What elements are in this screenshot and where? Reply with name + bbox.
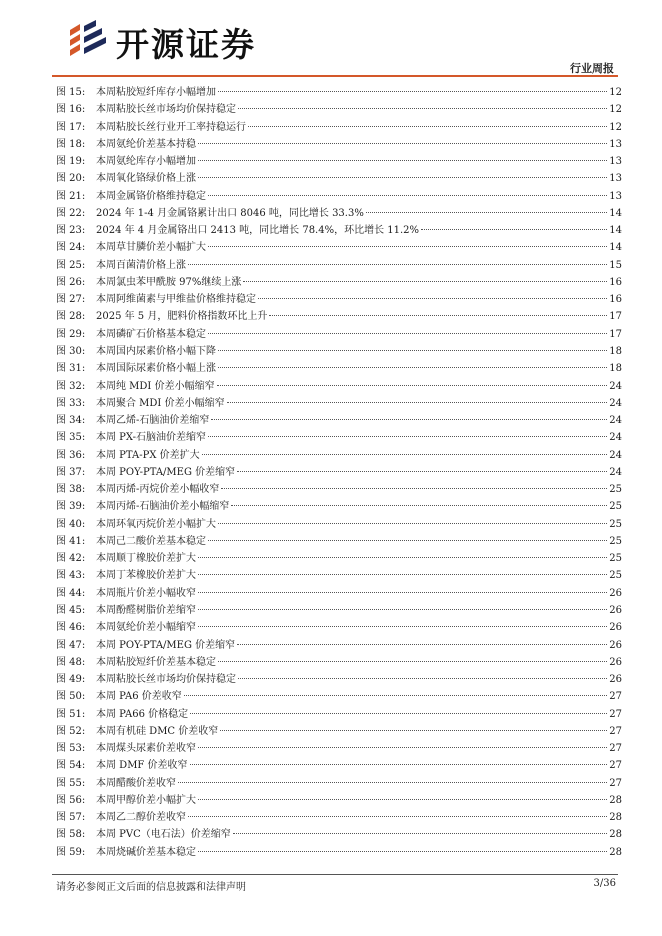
toc-dot-leader (237, 471, 607, 472)
toc-entry-page[interactable]: 13 (609, 173, 622, 185)
toc-entry-page[interactable]: 27 (609, 760, 622, 772)
toc-entry-page[interactable]: 14 (609, 242, 622, 254)
toc-entry-title[interactable]: 本周粘胶长丝市场均价保持稳定 (96, 674, 236, 686)
toc-entry-title[interactable]: 本周 PA66 价格稳定 (96, 708, 189, 720)
toc-entry-label: 图 43: (56, 570, 86, 582)
toc-entry-label: 图 30: (56, 345, 86, 357)
toc-entry-page[interactable]: 26 (609, 674, 622, 686)
toc-entry-page[interactable]: 26 (609, 604, 622, 616)
toc-entry-title[interactable]: 本周磷矿石价格基本稳定 (96, 328, 206, 340)
toc-entry-label: 图 23: (56, 225, 86, 237)
toc-entry-label: 图 56: (56, 794, 86, 806)
toc-entry-title[interactable]: 本周甲醇价差小幅扩大 (96, 794, 196, 806)
toc-entry-page[interactable]: 17 (609, 328, 622, 340)
toc-dot-leader (248, 126, 607, 127)
toc-entry-title[interactable]: 本周 POY-PTA/MEG 价差缩窄 (96, 639, 236, 651)
toc-entry-title[interactable]: 2024 年 4 月金属铬出口 2413 吨，同比增长 78.4%，环比增长 11.2% (96, 225, 420, 237)
toc-entry-label: 图 17: (56, 121, 86, 133)
page-header (0, 0, 662, 78)
toc-entry-label: 图 41: (56, 535, 86, 547)
toc-entry-page[interactable]: 27 (609, 743, 622, 755)
toc-entry-label: 图 40: (56, 518, 86, 530)
toc-entry-page[interactable]: 25 (609, 553, 622, 565)
toc-dot-leader (243, 281, 607, 282)
toc-dot-leader (231, 505, 607, 506)
toc-entry[interactable] (56, 533, 622, 550)
toc-dot-leader (221, 488, 607, 489)
toc-entry[interactable] (56, 378, 622, 395)
page-number: 3/36 (593, 878, 616, 889)
toc-entry-title[interactable]: 本周草甘膦价差小幅扩大 (96, 242, 206, 254)
toc-dot-leader (421, 229, 607, 230)
toc-entry[interactable] (56, 481, 622, 498)
toc-entry-title[interactable]: 本周 PTA-PX 价差扩大 (96, 449, 200, 461)
toc-entry-label: 图 33: (56, 397, 86, 409)
toc-entry-label: 图 19: (56, 156, 86, 168)
toc-entry-title[interactable]: 本周丙烯-丙烷价差小幅收窄 (96, 484, 220, 496)
toc-entry-title[interactable]: 本周 PA6 价差收窄 (96, 691, 182, 703)
toc-entry-title[interactable]: 本周瓶片价差小幅收窄 (96, 587, 196, 599)
toc-entry[interactable] (56, 274, 622, 291)
toc-entry-label: 图 59: (56, 846, 86, 858)
toc-entry[interactable] (56, 602, 622, 619)
toc-dot-leader (198, 557, 607, 558)
toc-entry[interactable] (56, 84, 622, 101)
toc-entry[interactable] (56, 153, 622, 170)
toc-dot-leader (190, 764, 608, 765)
toc-dot-leader (218, 367, 607, 368)
toc-entry-title[interactable]: 本周阿维菌素与甲维盐价格维持稳定 (96, 294, 256, 306)
toc-entry-label: 图 42: (56, 553, 86, 565)
toc-dot-leader (178, 782, 607, 783)
footer-disclaimer: 请务必参阅正文后面的信息披露和法律声明 (56, 882, 246, 893)
toc-entry-label: 图 20: (56, 173, 86, 185)
toc-entry-label: 图 27: (56, 294, 86, 306)
toc-entry-page[interactable]: 13 (609, 190, 622, 202)
toc-entry-title[interactable]: 本周 PVC（电石法）价差缩窄 (96, 829, 231, 841)
toc-entry-title[interactable]: 本周氨纶库存小幅增加 (96, 156, 196, 168)
toc-entry[interactable] (56, 567, 622, 584)
toc-entry-page[interactable]: 24 (609, 449, 622, 461)
toc-entry[interactable] (56, 257, 622, 274)
toc-entry-title[interactable]: 2024 年 1-4 月金属铬累计出口 8046 吨，同比增长 33.3% (96, 207, 364, 219)
toc-entry-page[interactable]: 16 (609, 276, 622, 288)
toc-dot-leader (198, 626, 607, 627)
toc-entry-title[interactable]: 本周粘胶短纤价差基本稳定 (96, 656, 216, 668)
toc-entry-title[interactable]: 本周乙烯-石脑油价差缩窄 (96, 415, 210, 427)
toc-entry[interactable] (56, 757, 622, 774)
toc-dot-leader (238, 108, 607, 109)
toc-entry-label: 图 29: (56, 328, 86, 340)
toc-entry-label: 图 50: (56, 691, 86, 703)
toc-entry[interactable] (56, 826, 622, 843)
toc-dot-leader (198, 799, 607, 800)
toc-entry-label: 图 52: (56, 725, 86, 737)
toc-entry-title[interactable]: 本周丙烯-石脑油价差小幅缩窄 (96, 501, 230, 513)
toc-entry-label: 图 22: (56, 207, 86, 219)
toc-entry-title[interactable]: 本周氧化铬绿价格上涨 (96, 173, 196, 185)
toc-entry-title[interactable]: 本周酚醛树脂价差缩窄 (96, 604, 196, 616)
toc-entry-page[interactable]: 15 (609, 259, 622, 271)
toc-entry[interactable] (56, 360, 622, 377)
toc-dot-leader (198, 143, 607, 144)
toc-entry-page[interactable]: 27 (609, 725, 622, 737)
toc-entry[interactable] (56, 101, 622, 118)
toc-dot-leader (198, 609, 607, 610)
toc-dot-leader (227, 402, 608, 403)
brand-name: 开源证券 (116, 25, 256, 64)
toc-entry-page[interactable]: 28 (609, 812, 622, 824)
toc-entry-label: 图 45: (56, 604, 86, 616)
toc-entry-label: 图 36: (56, 449, 86, 461)
toc-entry-label: 图 39: (56, 501, 86, 513)
logo-mark-icon (66, 18, 110, 60)
toc-entry-page[interactable]: 26 (609, 656, 622, 668)
toc-entry-label: 图 54: (56, 760, 86, 772)
toc-entry[interactable] (56, 205, 622, 222)
toc-entry-page[interactable]: 28 (609, 846, 622, 858)
toc-entry[interactable] (56, 637, 622, 654)
toc-entry[interactable] (56, 619, 622, 636)
toc-entry[interactable] (56, 395, 622, 412)
toc-dot-leader (208, 436, 607, 437)
toc-entry-title[interactable]: 本周粘胶长丝行业开工率持稳运行 (96, 121, 246, 133)
toc-dot-leader (233, 833, 607, 834)
toc-entry-page[interactable]: 27 (609, 691, 622, 703)
toc-entry-page[interactable]: 18 (609, 363, 622, 375)
toc-entry-title[interactable]: 本周 POY-PTA/MEG 价差缩窄 (96, 466, 236, 478)
toc-entry-title[interactable]: 本周 DMF 价差收窄 (96, 760, 188, 772)
toc-entry-title[interactable]: 本周醋酸价差收窄 (96, 777, 176, 789)
toc-entry[interactable] (56, 498, 622, 515)
toc-entry-label: 图 25: (56, 259, 86, 271)
toc-entry-label: 图 44: (56, 587, 86, 599)
toc-dot-leader (269, 315, 607, 316)
toc-entry-page[interactable]: 13 (609, 138, 622, 150)
toc-entry[interactable] (56, 119, 622, 136)
toc-dot-leader (238, 678, 607, 679)
toc-entry-page[interactable]: 14 (609, 225, 622, 237)
toc-dot-leader (237, 644, 607, 645)
toc-entry-label: 图 21: (56, 190, 86, 202)
footer-divider (52, 874, 618, 875)
toc-entry-page[interactable]: 12 (609, 104, 622, 116)
toc-dot-leader (190, 713, 607, 714)
toc-entry-label: 图 57: (56, 812, 86, 824)
toc-entry-label: 图 31: (56, 363, 86, 375)
toc-entry[interactable] (56, 550, 622, 567)
toc-entry-title[interactable]: 本周粘胶长丝市场均价保持稳定 (96, 104, 236, 116)
toc-entry-label: 图 35: (56, 432, 86, 444)
toc-dot-leader (208, 246, 607, 247)
toc-entry-page[interactable]: 26 (609, 639, 622, 651)
header-divider (52, 75, 618, 77)
toc-dot-leader (198, 851, 607, 852)
report-type-label: 行业周报 (570, 62, 614, 75)
toc-dot-leader (208, 540, 607, 541)
toc-entry-label: 图 26: (56, 276, 86, 288)
toc-entry[interactable] (56, 809, 622, 826)
toc-dot-leader (258, 298, 607, 299)
toc-entry[interactable] (56, 464, 622, 481)
toc-entry-title[interactable]: 本周乙二醇价差收窄 (96, 812, 186, 824)
toc-dot-leader (198, 592, 607, 593)
toc-entry-label: 图 51: (56, 708, 86, 720)
toc-dot-leader (198, 574, 607, 575)
toc-dot-leader (218, 523, 607, 524)
toc-entry[interactable] (56, 516, 622, 533)
toc-entry-label: 图 38: (56, 484, 86, 496)
toc-entry-title[interactable]: 本周氯虫苯甲酰胺 97%继续上涨 (96, 276, 242, 288)
toc-entry[interactable] (56, 844, 622, 861)
toc-entry-label: 图 48: (56, 656, 86, 668)
toc-entry[interactable] (56, 170, 622, 187)
toc-dot-leader (208, 195, 607, 196)
toc-entry-page[interactable]: 24 (609, 397, 622, 409)
toc-entry[interactable] (56, 671, 622, 688)
toc-entry-page[interactable]: 24 (609, 415, 622, 427)
toc-entry[interactable] (56, 723, 622, 740)
toc-entry-page[interactable]: 26 (609, 622, 622, 634)
toc-entry[interactable] (56, 188, 622, 205)
toc-dot-leader (198, 177, 607, 178)
toc-entry-page[interactable]: 28 (609, 794, 622, 806)
toc-entry[interactable] (56, 447, 622, 464)
toc-entry[interactable] (56, 308, 622, 325)
toc-entry-label: 图 46: (56, 622, 86, 634)
toc-entry-label: 图 37: (56, 466, 86, 478)
toc-entry-page[interactable]: 24 (609, 380, 622, 392)
toc-dot-leader (198, 747, 607, 748)
toc-entry-label: 图 47: (56, 639, 86, 651)
toc-entry-page[interactable]: 13 (609, 156, 622, 168)
toc-dot-leader (211, 419, 607, 420)
toc-entry[interactable] (56, 429, 622, 446)
toc-entry-page[interactable]: 17 (609, 311, 622, 323)
toc-entry-page[interactable]: 24 (609, 432, 622, 444)
toc-entry[interactable] (56, 239, 622, 256)
toc-dot-leader (217, 385, 608, 386)
toc-entry-title[interactable]: 本周粘胶短纤库存小幅增加 (96, 87, 216, 98)
toc-entry-label: 图 58: (56, 829, 86, 841)
toc-entry-title[interactable]: 本周聚合 MDI 价差小幅缩窄 (96, 397, 225, 409)
toc-entry[interactable] (56, 775, 622, 792)
toc-dot-leader (188, 264, 607, 265)
toc-entry-label: 图 34: (56, 415, 86, 427)
toc-entry-page[interactable]: 26 (609, 587, 622, 599)
toc-entry-title[interactable]: 本周丁苯橡胶价差扩大 (96, 570, 196, 582)
toc-entry-label: 图 53: (56, 743, 86, 755)
toc-entry-page[interactable]: 25 (609, 484, 622, 496)
toc-entry-title[interactable]: 2025 年 5 月，肥料价格指数环比上升 (96, 311, 268, 323)
toc-dot-leader (366, 212, 607, 213)
company-logo (66, 18, 266, 62)
toc-entry[interactable] (56, 654, 622, 671)
toc-entry-title[interactable]: 本周煤头尿素价差收窄 (96, 743, 196, 755)
toc-entry-title[interactable]: 本周 PX-石脑油价差缩窄 (96, 432, 207, 444)
toc-entry-title[interactable]: 本周国际尿素价格小幅上涨 (96, 363, 216, 375)
toc-entry[interactable] (56, 412, 622, 429)
toc-entry-label: 图 55: (56, 777, 86, 789)
toc-entry-page[interactable]: 27 (609, 777, 622, 789)
toc-entry-title[interactable]: 本周氨纶价差小幅缩窄 (96, 622, 196, 634)
toc-entry-page[interactable]: 24 (609, 466, 622, 478)
toc-entry-title[interactable]: 本周有机硅 DMC 价差收窄 (96, 725, 219, 737)
toc-entry-title[interactable]: 本周金属铬价格维持稳定 (96, 190, 206, 202)
toc-entry[interactable] (56, 343, 622, 360)
toc-entry-label: 图 18: (56, 138, 86, 150)
toc-entry-title[interactable]: 本周烧碱价差基本稳定 (96, 846, 196, 858)
toc-entry-title[interactable]: 本周顺丁橡胶价差扩大 (96, 553, 196, 565)
toc-entry-title[interactable]: 本周百菌清价格上涨 (96, 259, 186, 271)
toc-dot-leader (218, 350, 607, 351)
toc-entry-title[interactable]: 本周己二酸价差基本稳定 (96, 535, 206, 547)
toc-entry[interactable] (56, 326, 622, 343)
toc-dot-leader (202, 454, 608, 455)
toc-entry-page[interactable]: 25 (609, 501, 622, 513)
toc-entry-label: 图 28: (56, 311, 86, 323)
toc-dot-leader (218, 661, 607, 662)
toc-entry[interactable] (56, 222, 622, 239)
toc-entry[interactable] (56, 291, 622, 308)
toc-dot-leader (208, 333, 607, 334)
toc-entry-page[interactable]: 12 (609, 121, 622, 133)
toc-entry-title[interactable]: 本周环氧丙烷价差小幅扩大 (96, 518, 216, 530)
toc-entry[interactable] (56, 585, 622, 602)
toc-entry-page[interactable]: 25 (609, 535, 622, 547)
toc-entry[interactable] (56, 740, 622, 757)
toc-entry[interactable] (56, 792, 622, 809)
toc-entry-title[interactable]: 本周国内尿素价格小幅下降 (96, 345, 216, 357)
toc-entry-page[interactable]: 16 (609, 294, 622, 306)
toc-entry-title[interactable]: 本周纯 MDI 价差小幅缩窄 (96, 380, 215, 392)
toc-dot-leader (218, 91, 607, 92)
toc-entry-page[interactable]: 25 (609, 518, 622, 530)
toc-entry-page[interactable]: 14 (609, 207, 622, 219)
toc-entry-page[interactable]: 18 (609, 345, 622, 357)
toc-entry-page[interactable]: 25 (609, 570, 622, 582)
toc-entry[interactable] (56, 688, 622, 705)
toc-dot-leader (220, 730, 607, 731)
toc-entry-label: 图 32: (56, 380, 86, 392)
toc-entry[interactable] (56, 136, 622, 153)
toc-entry-page[interactable]: 12 (609, 87, 622, 98)
toc-dot-leader (198, 160, 607, 161)
toc-dot-leader (188, 816, 607, 817)
figure-index-list (56, 84, 622, 861)
toc-dot-leader (184, 695, 608, 696)
toc-entry-label: 图 15: (56, 87, 86, 98)
toc-entry-page[interactable]: 28 (609, 829, 622, 841)
toc-entry-label: 图 24: (56, 242, 86, 254)
toc-entry[interactable] (56, 706, 622, 723)
toc-entry-page[interactable]: 27 (609, 708, 622, 720)
toc-entry-label: 图 49: (56, 674, 86, 686)
toc-entry-title[interactable]: 本周氨纶价差基本持稳 (96, 138, 196, 150)
toc-entry-label: 图 16: (56, 104, 86, 116)
